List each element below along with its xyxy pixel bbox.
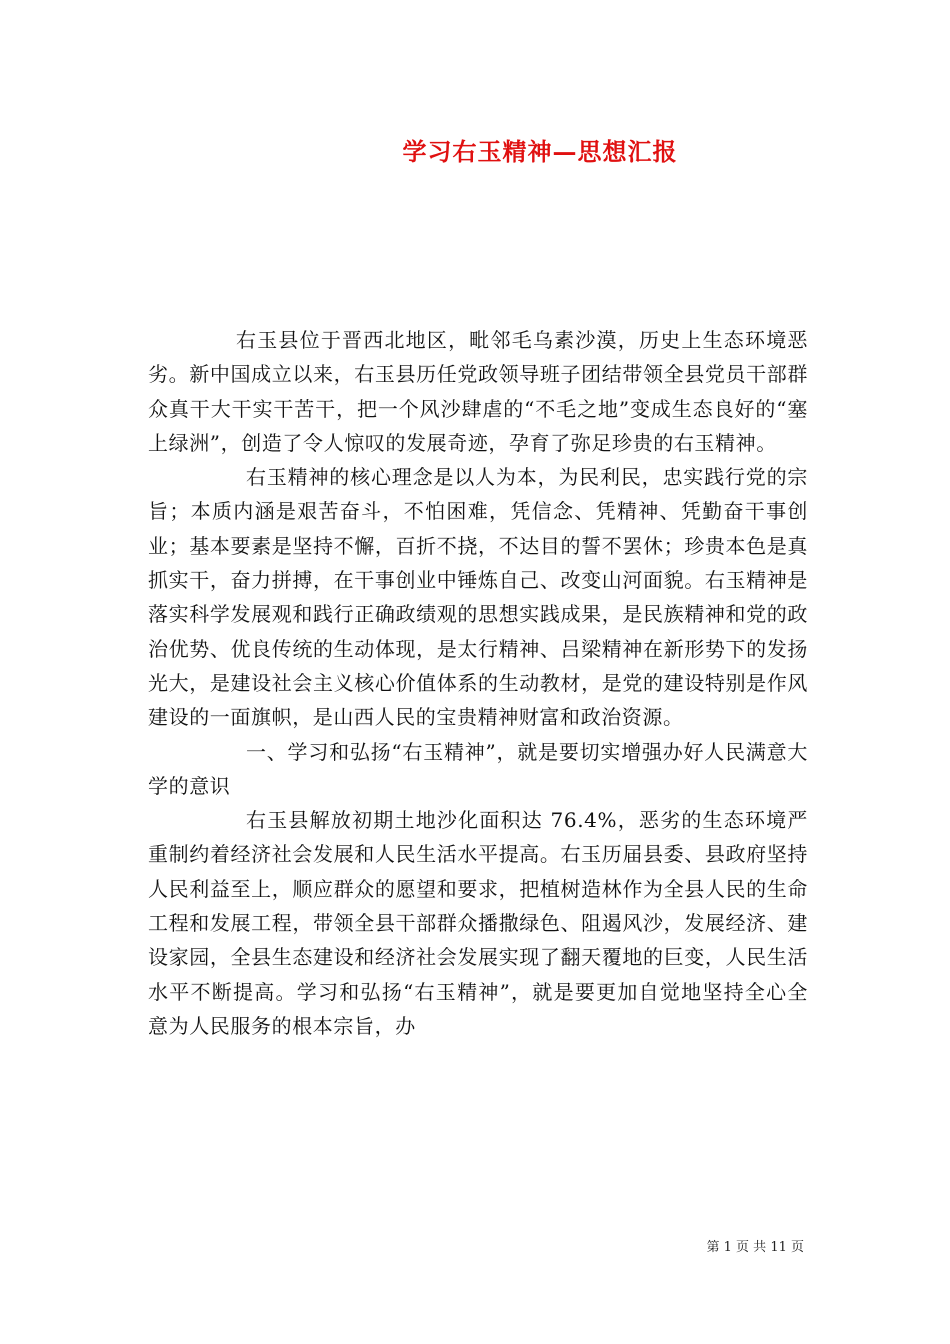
section-heading-one: 一、学习和弘扬“右玉精神”，就是要切实增强办好人民满意大学的意识 <box>148 739 808 798</box>
document-body <box>148 323 808 1043</box>
paragraph-core-concept: 右玉精神的核心理念是以人为本，为民利民，忠实践行党的宗旨；本质内涵是艰苦奋斗，不怕困难，凭信念、凭精神、凭勤奋干事创业；基本要素是坚持不懈，百折不挠，不达目的誓不罢休；珍贵本色是真抓实干，奋力拼搏，在干事创业中锤炼自己、改变山河面貌。右玉精神是落实科学发展观和践行正确政绩观的思想实践成果，是民族精神和党的政治优势、优良传统的生动体现，是太行精神、吕梁精神在新形势下的发扬光大，是建设社会主义核心价值体系的生动教材，是党的建设特别是作风建设的一面旗帜，是山西人民的宝贵精神财富和政治资源。 <box>148 465 808 730</box>
document-title: 学习右玉精神—思想汇报 <box>402 137 678 166</box>
paragraph-section-one: 右玉县解放初期土地沙化面积达 76.4%，恶劣的生态环境严重制约着经济社会发展和人民生活水平提高。右玉历届县委、县政府坚持人民利益至上，顺应群众的愿望和要求，把植树造林作为全县人民的生命工程和发展工程，带领全县干部群众播撒绿色、阻遏风沙，发展经济、建设家园，全县生态建设和经济社会发展实现了翻天覆地的巨变，人民生活水平不断提高。学习和弘扬“右玉精神”，就是要更加自觉地坚持全心全意为人民服务的根本宗旨，办 <box>148 808 808 1038</box>
paragraph-intro: 右玉县位于晋西北地区，毗邻毛乌素沙漠，历史上生态环境恶劣。新中国成立以来，右玉县历任党政领导班子团结带领全县党员干部群众真干大干实干苦干，把一个风沙肆虐的“不毛之地”变成生态良好的“塞上绿洲”，创造了令人惊叹的发展奇迹，孕育了弥足珍贵的右玉精神。 <box>148 328 808 455</box>
page-number: 第 1 页 共 11 页 <box>706 1240 804 1255</box>
